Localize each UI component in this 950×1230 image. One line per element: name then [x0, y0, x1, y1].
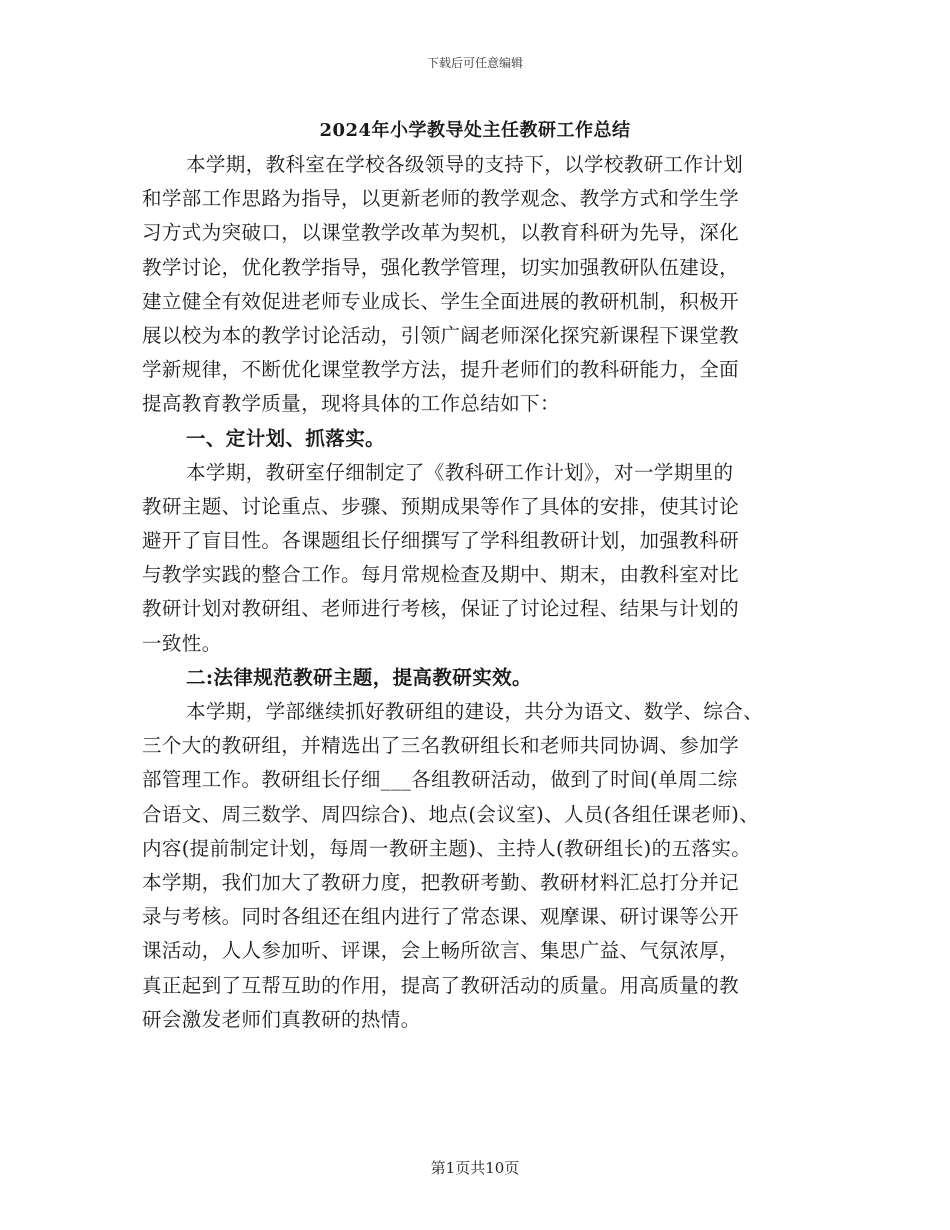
paragraph-line: 三个大的教研组，并精选出了三名教研组长和老师共同协调、参加学 [142, 734, 740, 758]
paragraph-line: 学新规律，不断优化课堂教学方法，提升老师们的教科研能力，全面 [142, 358, 740, 382]
section-heading: 一、定计划、抓落实。 [186, 426, 386, 450]
header-note: 下载后可任意编辑 [426, 56, 523, 70]
paragraph-line: 本学期，学部继续抓好教研组的建设，共分为语文、数学、综合、 [186, 700, 764, 723]
paragraph-line: 一致性。 [142, 631, 222, 655]
paragraph-line: 研会激发老师们真教研的热情。 [142, 1007, 421, 1031]
paragraph-line: 本学期，教研室仔细制定了《教科研工作计划》，对一学期里的 [186, 460, 734, 484]
paragraph-line: 课活动，人人参加听、评课，会上畅所欲言、集思广益、气氛浓厚， [142, 939, 740, 963]
paragraph-line: 内容(提前制定计划，每周一教研主题)、主持人(教研组长)的五落实。 [142, 836, 752, 860]
paragraph-line: 录与考核。同时各组还在组内进行了常态课、观摩课、研讨课等公开 [142, 905, 740, 929]
document-title: 2024年小学教导处主任教研工作总结 [319, 120, 631, 141]
paragraph-line: 教学讨论，优化教学指导，强化教学管理，切实加强教研队伍建设， [142, 255, 740, 279]
paragraph-line: 本学期，教科室在学校各级领导的支持下，以学校教研工作计划 [186, 153, 744, 176]
paragraph-line: 与教学实践的整合工作。每月常规检查及期中、期末，由教科室对比 [142, 563, 740, 587]
page-footer: 第1页共10页 [430, 1159, 520, 1177]
paragraph-line: 真正起到了互帮互助的作用，提高了教研活动的质量。用高质量的教 [142, 973, 740, 997]
paragraph-line: 教研计划对教研组、老师进行考核，保证了讨论过程、结果与计划的 [142, 597, 740, 621]
paragraph-line: 提高教育教学质量，现将具体的工作总结如下： [142, 392, 560, 416]
paragraph-line: 和学部工作思路为指导，以更新老师的教学观念、教学方式和学生学 [142, 187, 740, 211]
paragraph-line: 展以校为本的教学讨论活动，引领广阔老师深化探究新课程下课堂教 [142, 323, 740, 347]
paragraph-line: 建立健全有效促进老师专业成长、学生全面进展的教研机制，积极开 [142, 289, 740, 313]
document-body [142, 148, 832, 1037]
paragraph-line: 本学期，我们加大了教研力度，把教研考勤、教研材料汇总打分并记 [142, 870, 740, 894]
paragraph-line: 教研主题、讨论重点、步骤、预期成果等作了具体的安排，使其讨论 [142, 494, 740, 518]
section-heading: 二:法律规范教研主题，提高教研实效。 [186, 665, 532, 689]
paragraph-line: 合语文、周三数学、周四综合)、地点(会议室)、人员(各组任课老师)、 [142, 802, 760, 826]
paragraph-line: 部管理工作。教研组长仔细___各组教研活动，做到了时间(单周二综 [142, 768, 738, 792]
paragraph-line: 习方式为突破口，以课堂教学改革为契机，以教育科研为先导，深化 [142, 221, 740, 245]
paragraph-line: 避开了盲目性。各课题组长仔细撰写了学科组教研计划，加强教科研 [142, 529, 740, 553]
